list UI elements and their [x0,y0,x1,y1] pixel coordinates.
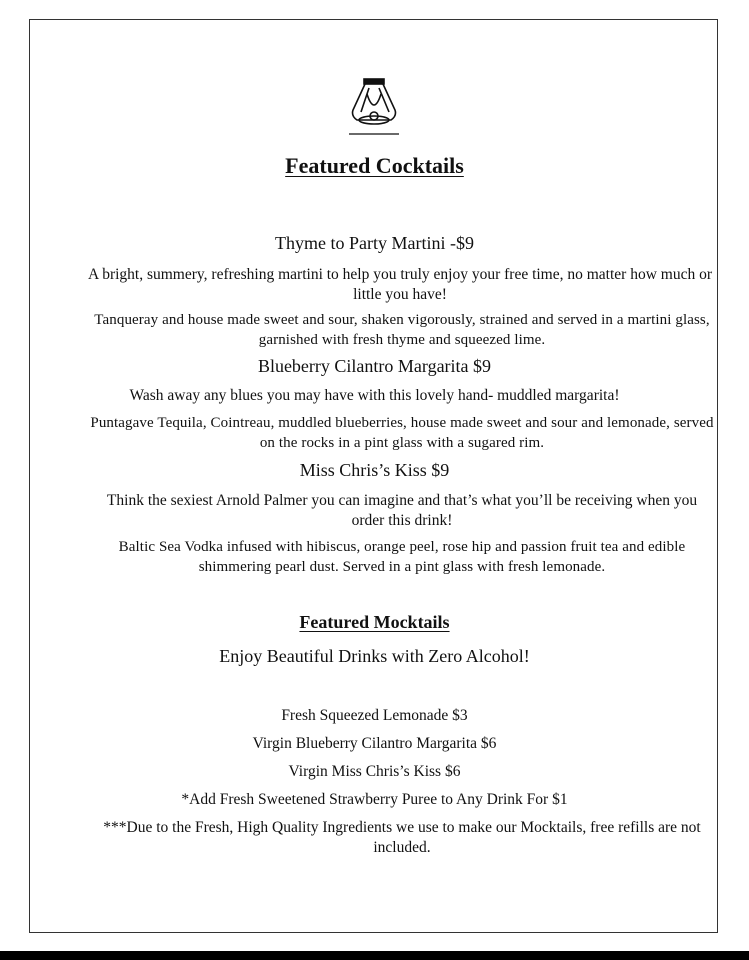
drink-name: Thyme to Party Martini -$9 [275,233,474,253]
drink-ingredients: Baltic Sea Vodka infused with hibiscus, orange peel, rose hip and passion fruit tea and edible shimmering pearl dust. Served in a pint glass with fresh lemonade. [118,539,686,575]
drink-ingredients: Tanqueray and house made sweet and sour, shaken vigorously, strained and served in a martini glass, garnished with fresh thyme and squeezed lime. [94,312,710,348]
drink-description: Think the sexiest Arnold Palmer you can imagine and that’s what you’ll be receiving when you order this drink! [106,492,698,529]
lightbulb-logo-icon [343,76,405,138]
refill-footnote: ***Due to the Fresh, High Quality Ingredients we use to make our Mocktails, free refills are not included. [103,819,701,856]
drink-description: Wash away any blues you may have with this lovely hand- muddled margarita! [129,387,620,404]
drink-name: Blueberry Cilantro Margarita $9 [257,356,492,376]
mocktail-item: Virgin Blueberry Cilantro Margarita $6 [252,735,497,752]
mocktails-tagline: Enjoy Beautiful Drinks with Zero Alcohol! [219,646,530,666]
drink-description: A bright, summery, refreshing martini to help you truly enjoy your free time, no matter how much or little you have! [87,266,713,303]
bottom-edge [0,951,749,960]
drink-name: Miss Chris’s Kiss $9 [299,460,450,480]
mocktail-item: Fresh Squeezed Lemonade $3 [281,707,468,724]
drink-ingredients: Puntagave Tequila, Cointreau, muddled blueberries, house made sweet and sour and lemonade, served on the rocks in a pint glass with a sugared rim. [90,415,714,451]
mocktails-title: Featured Mocktails [299,612,450,632]
mocktail-item: Virgin Miss Chris’s Kiss $6 [288,763,461,780]
cocktails-title: Featured Cocktails [285,153,464,178]
addon-note: *Add Fresh Sweetened Strawberry Puree to Any Drink For $1 [181,791,568,808]
